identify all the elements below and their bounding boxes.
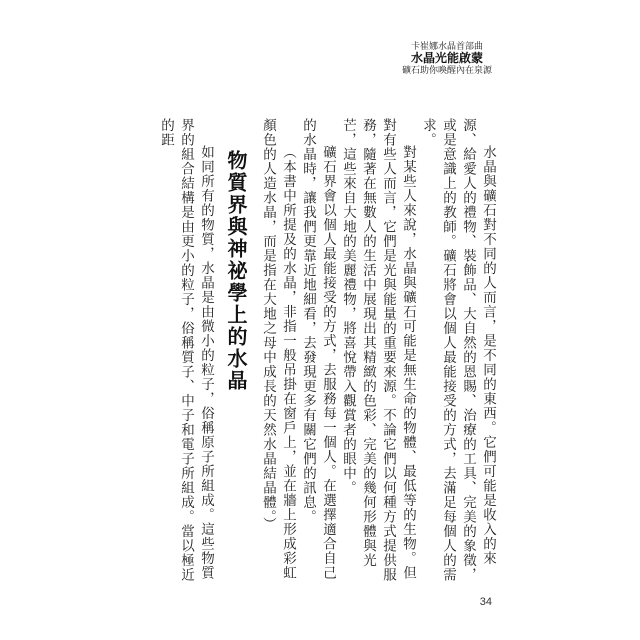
series-title: 卡崔娜水晶首部曲	[410, 42, 483, 52]
running-header	[402, 42, 492, 76]
book-subtitle: 礦石助你喚醒內在泉源	[401, 66, 492, 77]
body-text-left	[156, 118, 216, 588]
paragraph: （本書中所提及的水晶，非指一般吊掛在窗戶上，並在牆上形成彩虹顏色的人造水晶，而是指在大地之母中成長的天然水晶結晶體。）	[260, 118, 296, 580]
paragraph: 礦石界會以個人最能接受的方式，去服務每一個人。在選擇適合自己的水晶時，讓我們更靠近地細看，去發現更多有關它們的訊息。	[300, 118, 336, 580]
paragraph: 對某些人來說，水晶與礦石可能是無生命的物體、最低等的生物。但對有些人而言，它們是光與能量的重要來源。不論它們以何種方式提供服務，隨著在無數人的生活中展現出其精緻的色彩、完美的幾何形體與光芒，這些來自大地的美麗禮物，將喜悅帶入觀賞者的眼中。	[340, 118, 416, 582]
page-number: 34	[479, 596, 492, 608]
body-text-right	[258, 118, 498, 588]
paragraph: 如同所有的物質，水晶是由微小的粒子，俗稱原子所組成。這些物質界的組合結構是由更小的粒子，俗稱質子、中子和電子所組成。當以極近的距	[158, 118, 214, 582]
paragraph: 水晶與礦石對不同的人而言，是不同的東西。它們可能是收入的來源、給愛人的禮物、裝飾品、大自然的恩賜、治療的工具、完美的象徵，或是意識上的教師。礦石將會以個人最能接受的方式，去滿足每個人的需求。	[420, 118, 496, 582]
book-title: 水晶光能啟蒙	[410, 51, 483, 66]
section-heading: 物質界與神祕學上的水晶	[224, 150, 248, 392]
